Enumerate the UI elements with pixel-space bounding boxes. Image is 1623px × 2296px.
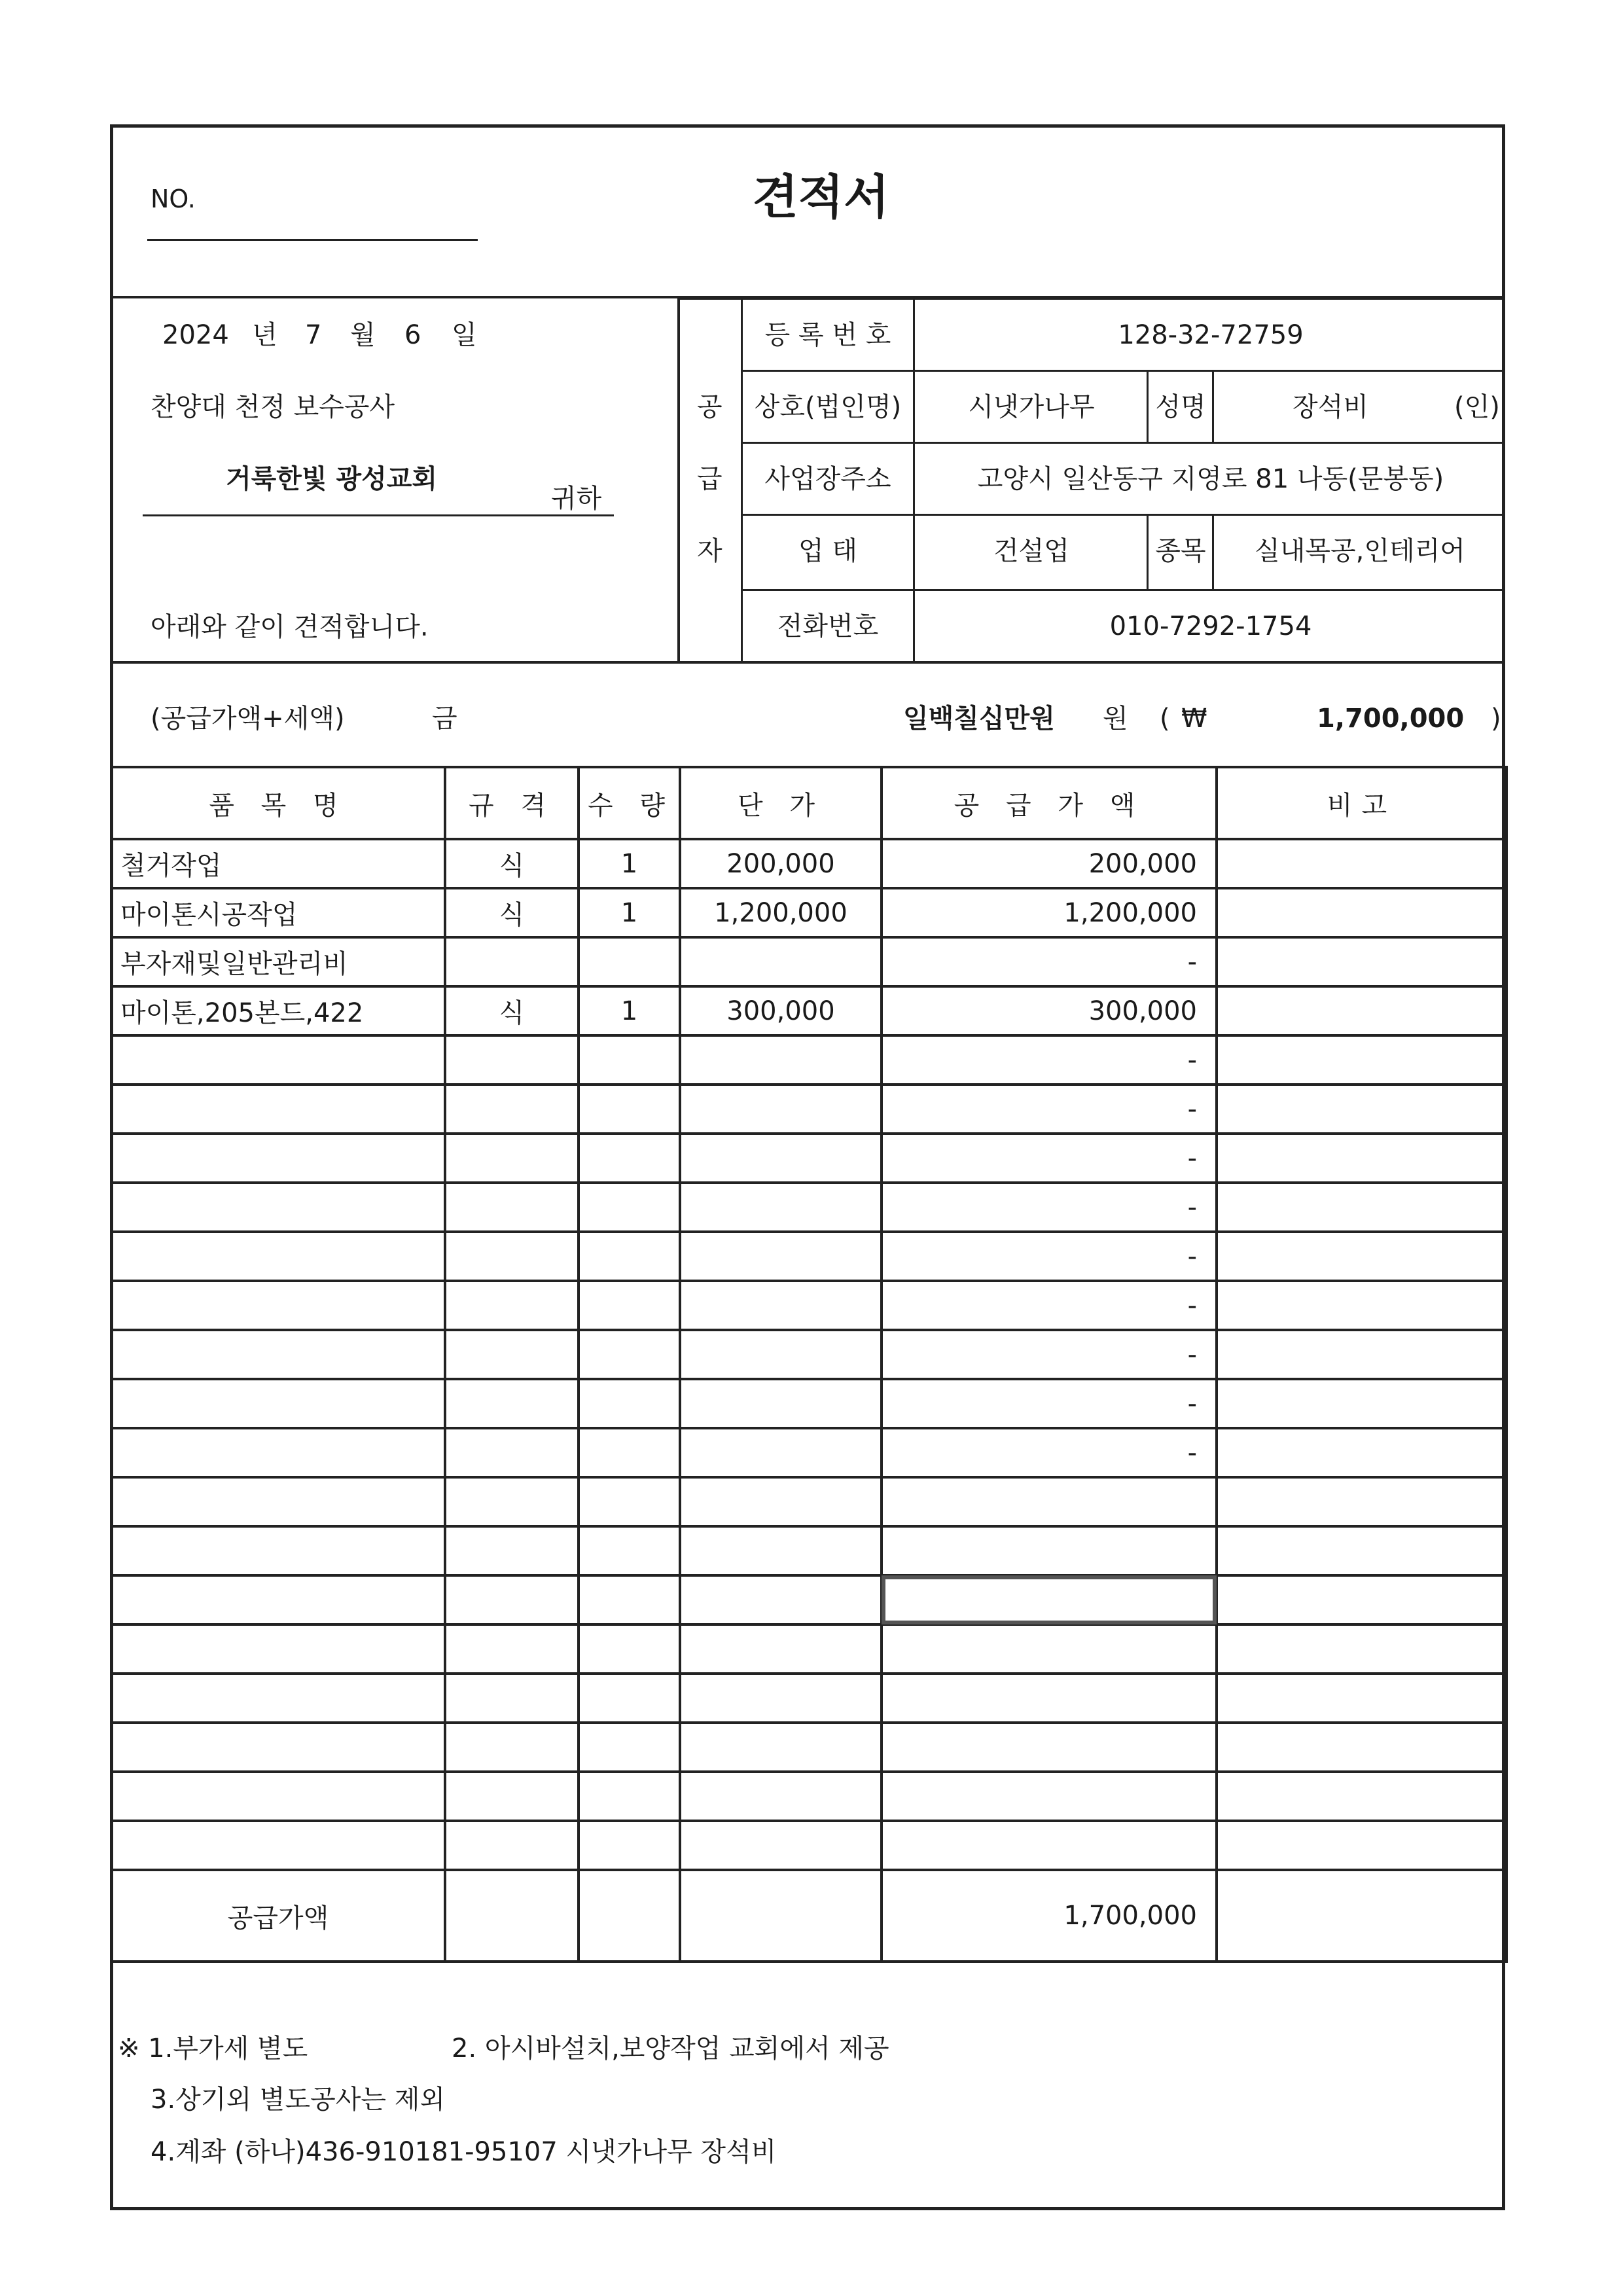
table-row — [111, 839, 1507, 888]
total-won: 원 — [1103, 704, 1128, 734]
items-table — [110, 766, 1508, 1963]
rep-name-label: 성명 — [1155, 392, 1206, 422]
item-name[interactable] — [111, 1035, 445, 1085]
item-qty[interactable] — [579, 937, 680, 986]
item-unit-price[interactable] — [680, 1330, 882, 1379]
item-qty[interactable] — [579, 1035, 680, 1085]
item-name[interactable] — [111, 1134, 445, 1183]
item-qty[interactable] — [579, 1624, 680, 1674]
item-name[interactable] — [111, 1575, 445, 1624]
supplier-label-divider — [913, 298, 915, 661]
item-qty[interactable] — [579, 1477, 680, 1526]
item-supply-amount[interactable] — [882, 1575, 1217, 1624]
item-qty[interactable] — [579, 1428, 680, 1477]
item-note[interactable] — [1217, 839, 1507, 888]
table-row — [111, 1232, 1507, 1281]
header-unit-price: 단 가 — [680, 767, 882, 839]
item-note[interactable] — [1217, 1183, 1507, 1232]
item-name[interactable] — [111, 1526, 445, 1575]
item-note[interactable] — [1217, 888, 1507, 937]
supplier-row-line-2 — [741, 442, 1505, 444]
item-unit-price[interactable] — [680, 1526, 882, 1575]
date-year: 2024 — [162, 320, 229, 350]
total-currency: ₩ — [1181, 704, 1207, 734]
supplier-row-line-1 — [741, 370, 1505, 372]
item-qty[interactable] — [579, 1085, 680, 1134]
item-unit-price[interactable] — [680, 937, 882, 986]
table-row — [111, 1772, 1507, 1821]
date-day: 6 — [404, 320, 421, 350]
note-4: 4.계좌 (하나)436-910181-95107 시냇가나무 장석비 — [151, 2137, 777, 2167]
supplier-left-border — [677, 298, 680, 661]
estimate-statement: 아래와 같이 견적합니다. — [151, 612, 429, 642]
business-item-value: 실내목공,인테리어 — [1255, 536, 1465, 566]
item-name[interactable] — [111, 1477, 445, 1526]
item-note[interactable] — [1217, 1330, 1507, 1379]
item-name[interactable] — [111, 1723, 445, 1772]
footer-note — [1217, 1870, 1507, 1962]
item-spec[interactable] — [445, 1330, 579, 1379]
total-line-top-border — [110, 661, 1505, 664]
table-row — [111, 1281, 1507, 1330]
item-qty[interactable] — [579, 1330, 680, 1379]
business-item-label: 종목 — [1155, 536, 1206, 566]
supplier-item-divider-a — [1147, 514, 1149, 589]
item-supply-amount[interactable]: - — [882, 937, 1217, 986]
reg-number-label: 등 록 번 호 — [764, 320, 891, 350]
item-unit-price[interactable] — [680, 1085, 882, 1134]
total-amount: 1,700,000 — [1317, 704, 1465, 734]
reg-number-value: 128-32-72759 — [1118, 320, 1304, 350]
item-name[interactable] — [111, 1281, 445, 1330]
table-row — [111, 1624, 1507, 1674]
item-note[interactable] — [1217, 937, 1507, 986]
item-name[interactable] — [111, 1330, 445, 1379]
item-unit-price[interactable] — [680, 1428, 882, 1477]
item-supply-amount[interactable] — [882, 1723, 1217, 1772]
header-supply-amount: 공 급 가 액 — [882, 767, 1217, 839]
item-name[interactable] — [111, 1428, 445, 1477]
item-spec[interactable] — [445, 1134, 579, 1183]
item-qty[interactable] — [579, 1575, 680, 1624]
item-qty[interactable]: 1 — [579, 986, 680, 1035]
item-note[interactable] — [1217, 1674, 1507, 1723]
table-footer-row — [111, 1870, 1507, 1962]
item-unit-price[interactable] — [680, 1035, 882, 1085]
table-row — [111, 986, 1507, 1035]
item-supply-amount[interactable]: 1,200,000 — [882, 888, 1217, 937]
item-note[interactable] — [1217, 1379, 1507, 1428]
item-note[interactable] — [1217, 1575, 1507, 1624]
table-row — [111, 1085, 1507, 1134]
item-spec[interactable] — [445, 1821, 579, 1870]
table-row — [111, 888, 1507, 937]
item-supply-amount[interactable] — [882, 1772, 1217, 1821]
item-spec[interactable]: 식 — [445, 888, 579, 937]
item-unit-price[interactable] — [680, 1281, 882, 1330]
item-spec[interactable] — [445, 1428, 579, 1477]
item-spec[interactable] — [445, 1477, 579, 1526]
item-supply-amount[interactable] — [882, 1477, 1217, 1526]
item-supply-amount[interactable] — [882, 1674, 1217, 1723]
item-note[interactable] — [1217, 1624, 1507, 1674]
item-name[interactable] — [111, 1085, 445, 1134]
supplier-name-divider-b — [1212, 370, 1214, 442]
company-label: 상호(법인명) — [754, 392, 902, 422]
table-row — [111, 1477, 1507, 1526]
item-qty[interactable]: 1 — [579, 888, 680, 937]
item-name[interactable]: 철거작업 — [111, 839, 445, 888]
item-qty[interactable] — [579, 1772, 680, 1821]
total-korean-amount: 일백칠십만원 — [903, 704, 1055, 734]
item-unit-price[interactable]: 200,000 — [680, 839, 882, 888]
business-type-label: 업 태 — [798, 536, 857, 566]
item-spec[interactable] — [445, 1085, 579, 1134]
footer-qty — [579, 1870, 680, 1962]
company-value: 시냇가나무 — [968, 392, 1095, 422]
header-qty: 수 량 — [579, 767, 680, 839]
item-spec[interactable] — [445, 1575, 579, 1624]
item-spec[interactable] — [445, 1281, 579, 1330]
no-underline — [147, 239, 478, 241]
item-unit-price[interactable] — [680, 1134, 882, 1183]
item-unit-price[interactable] — [680, 1477, 882, 1526]
header-note: 비고 — [1217, 767, 1507, 839]
item-unit-price[interactable] — [680, 1232, 882, 1281]
item-spec[interactable]: 식 — [445, 839, 579, 888]
item-qty[interactable]: 1 — [579, 839, 680, 888]
item-supply-amount[interactable] — [882, 1526, 1217, 1575]
recipient-underline — [143, 514, 614, 516]
item-supply-amount[interactable]: - — [882, 1085, 1217, 1134]
item-note[interactable] — [1217, 1035, 1507, 1085]
item-note[interactable] — [1217, 1723, 1507, 1772]
total-paren-open: ( — [1160, 704, 1170, 734]
phone-label: 전화번호 — [777, 611, 879, 641]
table-row — [111, 1821, 1507, 1870]
footer-label: 공급가액 — [111, 1870, 445, 1962]
supplier-side-divider — [741, 298, 743, 661]
item-note[interactable] — [1217, 1232, 1507, 1281]
item-spec[interactable] — [445, 1183, 579, 1232]
document-title: 견적서 — [753, 170, 889, 224]
item-spec[interactable]: 식 — [445, 986, 579, 1035]
supplier-row-line-3 — [741, 514, 1505, 516]
item-name[interactable] — [111, 1379, 445, 1428]
item-note[interactable] — [1217, 1134, 1507, 1183]
item-note[interactable] — [1217, 986, 1507, 1035]
item-spec[interactable] — [445, 1772, 579, 1821]
item-note[interactable] — [1217, 1428, 1507, 1477]
recipient-name: 거룩한빛 광성교회 — [226, 464, 438, 494]
total-label: (공급가액+세액) — [151, 704, 345, 734]
item-supply-amount[interactable]: 300,000 — [882, 986, 1217, 1035]
item-unit-price[interactable]: 300,000 — [680, 986, 882, 1035]
supplier-top-border — [677, 298, 1505, 300]
item-qty[interactable] — [579, 1183, 680, 1232]
item-qty[interactable] — [579, 1723, 680, 1772]
table-row — [111, 1526, 1507, 1575]
table-row — [111, 1183, 1507, 1232]
item-qty[interactable] — [579, 1379, 680, 1428]
supplier-side-label-1: 공 — [697, 392, 722, 422]
project-name: 찬양대 천정 보수공사 — [151, 392, 395, 422]
item-unit-price[interactable] — [680, 1575, 882, 1624]
item-unit-price[interactable] — [680, 1821, 882, 1870]
item-spec[interactable] — [445, 1674, 579, 1723]
item-name[interactable]: 마이톤시공작업 — [111, 888, 445, 937]
item-supply-amount[interactable]: - — [882, 1134, 1217, 1183]
date-month-unit: 월 — [350, 320, 376, 350]
item-note[interactable] — [1217, 1085, 1507, 1134]
item-qty[interactable] — [579, 1232, 680, 1281]
item-unit-price[interactable] — [680, 1379, 882, 1428]
item-supply-amount[interactable]: - — [882, 1232, 1217, 1281]
table-row — [111, 1134, 1507, 1183]
item-spec[interactable] — [445, 1232, 579, 1281]
item-supply-amount[interactable]: - — [882, 1379, 1217, 1428]
item-note[interactable] — [1217, 1526, 1507, 1575]
footer-unit-price — [680, 1870, 882, 1962]
item-supply-amount[interactable]: - — [882, 1035, 1217, 1085]
item-unit-price[interactable] — [680, 1674, 882, 1723]
item-supply-amount[interactable] — [882, 1624, 1217, 1674]
note-2: 2. 아시바설치,보양작업 교회에서 제공 — [452, 2034, 889, 2064]
phone-value: 010-7292-1754 — [1109, 611, 1312, 641]
table-row — [111, 1379, 1507, 1428]
note-1: ※ 1.부가세 별도 — [118, 2034, 308, 2064]
supplier-name-divider-a — [1147, 370, 1149, 442]
item-unit-price[interactable]: 1,200,000 — [680, 888, 882, 937]
date-year-unit: 년 — [252, 320, 277, 350]
item-note[interactable] — [1217, 1821, 1507, 1870]
business-type-value: 건설업 — [993, 536, 1069, 566]
item-qty[interactable] — [579, 1674, 680, 1723]
item-supply-amount[interactable]: - — [882, 1281, 1217, 1330]
table-row — [111, 1723, 1507, 1772]
header-item-name: 품 목 명 — [111, 767, 445, 839]
item-qty[interactable] — [579, 1134, 680, 1183]
item-unit-price[interactable] — [680, 1772, 882, 1821]
table-row — [111, 1428, 1507, 1477]
note-3: 3.상기외 별도공사는 제외 — [151, 2085, 445, 2115]
item-note[interactable] — [1217, 1772, 1507, 1821]
item-spec[interactable] — [445, 937, 579, 986]
item-spec[interactable] — [445, 1379, 579, 1428]
footer-supply-total: 1,700,000 — [882, 1870, 1217, 1962]
rep-name-value: 장석비 — [1293, 392, 1368, 422]
item-name[interactable] — [111, 1624, 445, 1674]
date-month: 7 — [305, 320, 322, 350]
table-row — [111, 1035, 1507, 1085]
honorific: 귀하 — [551, 484, 602, 514]
table-row — [111, 1674, 1507, 1723]
date-day-unit: 일 — [452, 320, 477, 350]
item-unit-price[interactable] — [680, 1624, 882, 1674]
item-unit-price[interactable] — [680, 1183, 882, 1232]
item-name[interactable] — [111, 1772, 445, 1821]
header-spec: 규 격 — [445, 767, 579, 839]
item-qty[interactable] — [579, 1526, 680, 1575]
item-supply-amount[interactable]: - — [882, 1428, 1217, 1477]
table-header-row — [111, 767, 1507, 839]
item-spec[interactable] — [445, 1624, 579, 1674]
item-supply-amount[interactable]: - — [882, 1330, 1217, 1379]
item-spec[interactable] — [445, 1723, 579, 1772]
item-spec[interactable] — [445, 1035, 579, 1085]
item-supply-amount[interactable]: - — [882, 1183, 1217, 1232]
item-name[interactable] — [111, 1183, 445, 1232]
item-qty[interactable] — [579, 1281, 680, 1330]
seal-label: (인) — [1454, 392, 1500, 422]
item-supply-amount[interactable] — [882, 1821, 1217, 1870]
supplier-item-divider-b — [1212, 514, 1214, 589]
item-qty[interactable] — [579, 1821, 680, 1870]
table-row — [111, 1575, 1507, 1624]
table-row — [111, 937, 1507, 986]
supplier-row-line-4 — [741, 589, 1505, 591]
total-prefix: 금 — [432, 704, 457, 734]
item-name[interactable] — [111, 1232, 445, 1281]
item-name[interactable]: 부자재및일반관리비 — [111, 937, 445, 986]
supplier-side-label-2: 급 — [697, 464, 722, 494]
item-supply-amount[interactable]: 200,000 — [882, 839, 1217, 888]
item-spec[interactable] — [445, 1526, 579, 1575]
item-name[interactable]: 마이톤,205본드,422 — [111, 986, 445, 1035]
table-row — [111, 1330, 1507, 1379]
total-paren-close: ) — [1491, 704, 1501, 734]
supplier-side-label-3: 자 — [697, 536, 722, 566]
address-label: 사업장주소 — [764, 464, 891, 494]
item-name[interactable] — [111, 1674, 445, 1723]
item-note[interactable] — [1217, 1281, 1507, 1330]
item-note[interactable] — [1217, 1477, 1507, 1526]
item-name[interactable] — [111, 1821, 445, 1870]
no-label: NO. — [151, 185, 196, 213]
footer-spec — [445, 1870, 579, 1962]
item-unit-price[interactable] — [680, 1723, 882, 1772]
address-value: 고양시 일산동구 지영로 81 나동(문봉동) — [977, 464, 1444, 494]
